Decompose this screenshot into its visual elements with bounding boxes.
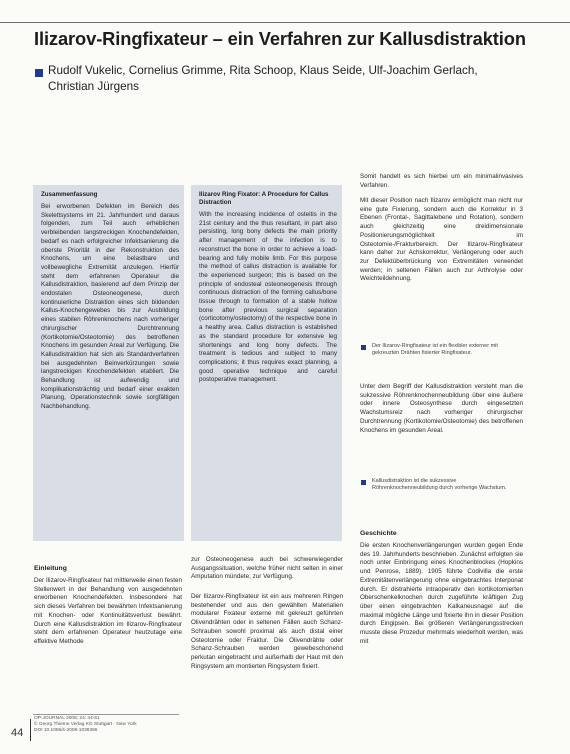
doi: DOI 10.1055/s-2008-1038366 xyxy=(34,728,98,734)
abstract-de-heading: Zusammenfassung xyxy=(41,191,98,198)
footnote-rule xyxy=(33,714,179,715)
col3-para2: Unter dem Begriff der Kallusdistraktion versteht man die sukzessive Röhrenknochenneubildung über eine äußere oder innere Osteosynthese durch eingesetzten Wachstumsreiz nach vorheriger chirurgischer Durchtrennung (Kortikotomie/Osteotomie) des betroffenen Knochens im gesunden Areal. xyxy=(360,383,523,434)
journal-ref: OP-JOURNAL 2008; 24: 44-51 xyxy=(34,716,100,721)
col3-para1: Mit dieser Position nach Ilizarov ermöglicht man nicht nur eine gute Fixierung, sondern auch die Korrektur in 3 Ebenen (Frontal-, Sagittalebene und Rotation), sondern auch gleichzeitig eine dreidimensionale Positionierungsmöglichkeit im Osteotomie-/Frakturbereich. Der Ilizarov-Ringfixateur kann daher zur Achskorrektur, Verlängerung oder auch zur Defektüberbrückung von Extremitäten verwendet werden; in seltenen Fällen auch zur Arthrolyse oder Weichteildehnung. xyxy=(360,197,523,283)
intro-col1-text: Der Ilizarov-Ringfixateur hat mittlerweile einen festen Stellenwert in der Behandlung von ausgedehnten erworbenen Knochendefekten. Insbesondere hat sich dieses Verfahren bei bewährten Infektsanierung mit Knochen- oder Kontinuitätsverlust bewährt. Durch eine Kallusdistraktion im Ilizarov-Ringfixateur steht dem erfahrenen Operateur heutzutage eine effektive Methode xyxy=(34,577,182,645)
note1-marker-icon xyxy=(361,345,366,350)
abstract-de-text: Bei erworbenen Defekten im Bereich des Skelettsystems im 21. Jahrhundert und daraus folgenden, zum Teil auch erheblichen verbleibenden langstreckigen Knochendefekten, bedarf es nach erfolgreicher Infektsanierung die oberste Priorität in der Rekonstruktion des Knochens, um eine belastbare und vollbewegliche Extremität anzulegen. Hierfür steht dem erfahrenen Operateur die Kallusdistraktion, basierend auf dem Prinzip der endostalen Osteoneogenese, durch kontinuierliche Distraktion eines sich bildenden Kallus-Knochengewebes bis zur Ausbildung eines stabilen Röhrenknochens nach vorheriger chirurgischer Durchtrennung (Kortikotomie/Osteotomie) des betroffenen Knochens im gesunden Areal zur Verfügung. Die Kallusdistraktion hat sich als Standardverfahren bei ausgedehnten Beinverkürzungen sowie langstreckigen Knochendefekten etabliert. Die Behandlung ist aufwendig und komplikationsträchtig und bedarf einer exakten Planung, Operationstechnik sowie sorgfältigen Nachbehandlung. xyxy=(41,203,179,411)
col3-intro: Somit handelt es sich hierbei um ein minimalinvasives Verfahren. xyxy=(360,173,523,189)
note2-text: Kallusdistraktion ist die sukzessive Röhrenknochenneubildung durch vorherige Wachstum. xyxy=(372,478,507,491)
abstract-de-panel xyxy=(33,185,184,541)
author-marker-icon xyxy=(35,69,43,77)
abstract-en-text: With the increasing incidence of osteitis in the 21st century and the thus resultant, in part also persisting, long bony defects the main priority after management of the infection is to reconstruct the bone in order to achieve a load-bearing and fully mobile limb. For this purpose the method of callus distraction is available for the experienced surgeon; this is based on the principle of endosteal osteoneogenesis through continuous distraction of the forming callus/bone tissue through to formation of a stable hollow bone after previous surgical separation (corticotomy/osteotomy) of the respective bone in a healthy area. Callus distraction is established as the standard procedure for extensive leg shortenings and long bony defects. The treatment is tedious and subject to many complications; it thus requires exact planning, a good operative technique and careful postoperative management. xyxy=(199,211,337,384)
note1-text: Der Ilizarov-Ringfixateur ist ein flexibler externer mit gekreuzten Drähten fixierter Ringfixateur. xyxy=(372,343,498,356)
history-heading: Geschichte xyxy=(360,530,397,537)
page-number: 44 xyxy=(11,727,24,739)
authors-line-2: Christian Jürgens xyxy=(48,80,139,93)
copyright: © Georg Thieme Verlag KG Stuttgart · New York xyxy=(34,722,137,728)
abstract-en-panel xyxy=(191,185,342,541)
article-title: Ilizarov-Ringfixateur – ein Verfahren zur Kallusdistraktion xyxy=(34,28,526,49)
abstract-en-heading: Ilizarov Ring Fixator: A Procedure for Callus Distraction xyxy=(199,191,329,206)
authors-line-1: Rudolf Vukelic, Cornelius Grimme, Rita Schoop, Klaus Seide, Ulf-Joachim Gerlach, xyxy=(48,64,478,77)
intro-col2-text2: Der Ilizarov-Ringfixateur ist ein aus mehreren Ringen bestehender und aus den gewählten Materialien modularer Fixateur externe mit gekreuzt geführten Olivendrähten oder in seltenen Fällen auch Schanz-Schrauben sowohl proximal als auch distal einer Osteotomie oder Fraktur. Die Olivendrähte oder Schanz-Schrauben werden gewebeschonend perkutan eingebracht und außerhalb der Haut mit den Ringsystem am montierten Ringsystem fixiert. xyxy=(191,593,343,670)
col3-para3: Die ersten Knochenverlängerungen wurden gegen Ende des 19. Jahrhunderts beschrieben. Zunächst erfolgten sie noch unter Einbringung eines Knochenblockes (Hopkins und Penrose, 1889). 1905 führte Codivilla die erste Extremitätenverlängerung ohne eingebrachtes Interponat durch. Er distrahierte intraoperativ den kortikotomierten Oberschenkelknochen durch zugeführte kräftigen Zug über einen eingebrachten Kalkaneusnagel auf die maximal mögliche Länge und fixierte ihn in dieser Position durch Eingipsen. Bei größeren Verlängerungsstrecken musste diese Prozedur mehrmals wiederholt werden, was mit xyxy=(360,542,523,645)
footnote xyxy=(34,716,184,735)
intro-heading: Einleitung xyxy=(34,565,67,572)
author-list xyxy=(48,63,548,95)
note2-marker-icon xyxy=(361,480,366,485)
top-rule xyxy=(0,22,570,23)
page-number-bar xyxy=(30,719,31,741)
intro-col2-text1: zur Osteoneogenese auch bei schwerwiegender Ausgangssituation, welche früher nicht selten in einer Amputation mündete, zur Verfügung. xyxy=(191,556,343,581)
